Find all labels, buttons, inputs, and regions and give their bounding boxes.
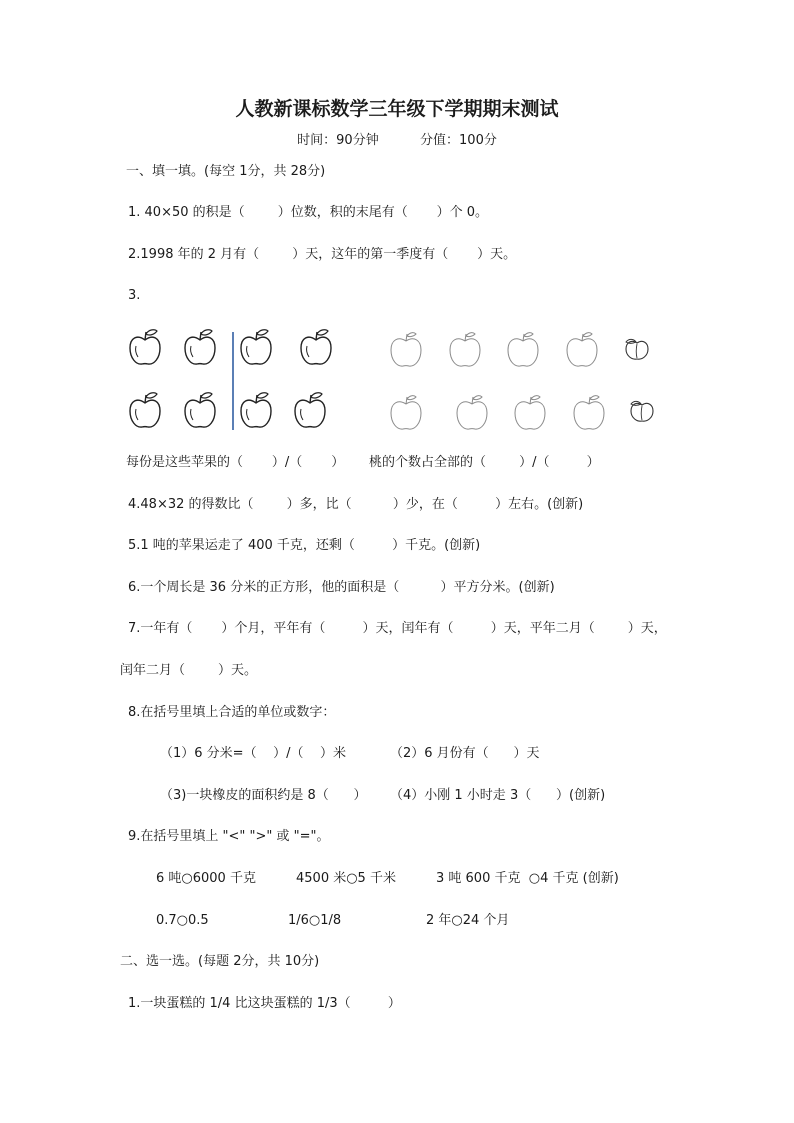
question-9-item-c: 3 吨 600 千克 ○4 千克 (创新): [436, 871, 619, 886]
apple-icon: [182, 391, 218, 431]
question-3: 3.: [128, 288, 141, 303]
apple-icon: [298, 328, 334, 368]
apple-icon: [238, 328, 274, 368]
question-8: 8.在括号里填上合适的单位或数字：: [128, 705, 336, 720]
apple-icon: [127, 391, 163, 431]
question-5: 5.1 吨的苹果运走了 400 千克，还剩（ ）千克。(创新): [128, 538, 481, 553]
question-4: 4.48×32 的得数比（ ）多，比（ ）少，在（ ）左右。(创新): [128, 497, 584, 512]
question-2: 2.1998 年的 2 月有（ ）天，这年的第一季度有（ ）天。: [128, 247, 517, 262]
apple-icon: [292, 391, 328, 431]
page-title: 人教新课标数学三年级下学期期末测试: [235, 98, 559, 120]
question-9: 9.在括号里填上 "<" ">" 或 "="。: [128, 829, 330, 844]
apple-outline-icon: [447, 330, 483, 370]
question-3-answer: 每份是这些苹果的（ ）/（ ） 桃的个数占全部的（ ）/（ ）: [126, 455, 600, 470]
question-1: 1. 40×50 的积是（ ）位数，积的末尾有（ ）个 0。: [128, 205, 489, 220]
apple-outline-icon: [505, 330, 541, 370]
question-9-item-b: 4500 米○5 千米: [296, 871, 396, 886]
apple-group-divider: [232, 332, 234, 430]
question-9-item-f: 2 年○24 个月: [426, 913, 510, 928]
section-1-heading: 一、填一填。(每空 1分，共 28分): [126, 164, 326, 179]
question-9-item-d: 0.7○0.5: [156, 913, 209, 928]
apple-outline-icon: [571, 393, 607, 433]
apple-outline-icon: [564, 330, 600, 370]
peach-icon: [622, 336, 652, 362]
question-6: 6.一个周长是 36 分米的正方形，他的面积是（ ）平方分米。(创新): [128, 580, 555, 595]
apple-outline-icon: [454, 393, 490, 433]
question-8-item-2: （2）6 月份有（ ）天: [390, 746, 540, 761]
apple-icon: [182, 328, 218, 368]
apple-icon: [238, 391, 274, 431]
section-2-question-1: 1.一块蛋糕的 1/4 比这块蛋糕的 1/3（ ）: [128, 996, 401, 1011]
question-7-line-1: 7.一年有（ ）个月，平年有（ ）天，闰年有（ ）天，平年二月（ ）天，: [128, 621, 667, 636]
question-9-item-a: 6 吨○6000 千克: [156, 871, 256, 886]
section-2-heading: 二、选一选。(每题 2分，共 10分): [120, 954, 320, 969]
exam-info: 时间：90分钟 分值：100分: [297, 133, 497, 148]
question-8-item-3: （3)一块橡皮的面积约是 8（ ）: [160, 788, 367, 803]
apple-outline-icon: [512, 393, 548, 433]
apple-outline-icon: [388, 330, 424, 370]
question-8-item-1: （1）6 分米=（ ）/（ ）米: [160, 746, 347, 761]
apple-icon: [127, 328, 163, 368]
peach-icon: [627, 398, 657, 424]
question-9-item-e: 1/6○1/8: [288, 913, 342, 928]
question-8-item-4: （4）小刚 1 小时走 3（ ）(创新): [390, 788, 606, 803]
question-7-line-2: 闰年二月（ ）天。: [120, 663, 258, 678]
apple-outline-icon: [388, 393, 424, 433]
